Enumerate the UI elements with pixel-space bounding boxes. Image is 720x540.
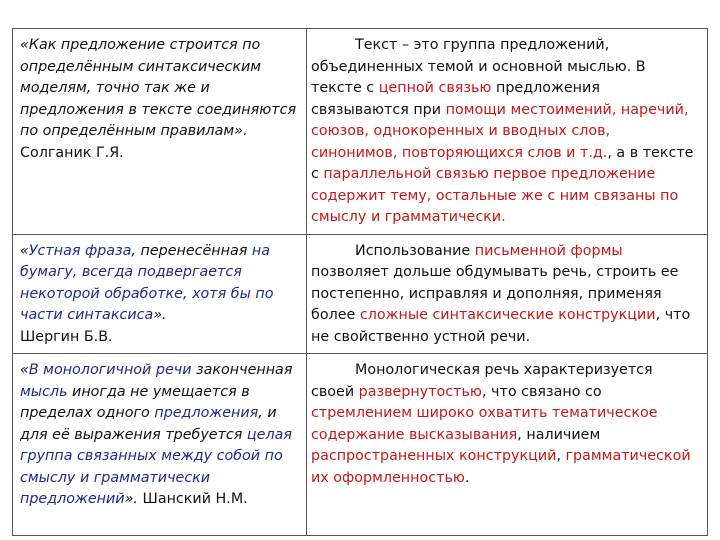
- quote-text: [20, 362, 292, 507]
- text-segment: законченная: [191, 362, 293, 378]
- explanation-text: [311, 243, 690, 345]
- text-segment: помощи местоимений, наречий, союзов, однокоренных и вводных слов, синонимов, повторяющихся слов и т.д.: [311, 101, 689, 161]
- quote-cell: [13, 234, 307, 354]
- text-segment: Текст – это группа предложений, объединенных темой и основной мыслью. В тексте с: [311, 37, 646, 96]
- table-row: [13, 354, 708, 536]
- text-segment: , наличием: [517, 426, 601, 443]
- text-segment: ».: [153, 307, 167, 323]
- text-segment: Монологическая речь характеризуется своей: [311, 362, 653, 400]
- text-segment: на бумагу, всегда подвергается некоторой обработке, хотя бы по части синтаксиса: [20, 242, 274, 323]
- text-segment: , что не свойственно устной речи.: [311, 307, 691, 345]
- explanation-cell: [307, 29, 708, 235]
- explanation-cell: [307, 234, 708, 354]
- text-segment: ».: [124, 491, 143, 507]
- explanation-text: [311, 362, 691, 486]
- text-segment: предложения: [154, 405, 259, 421]
- explanation-cell: [307, 354, 708, 536]
- text-segment: , и для её выражения требуется: [20, 405, 277, 443]
- quote-cell: [13, 354, 307, 536]
- text-segment: Как предложение строится по определённым синтаксическим моделям, точно так же и предложения в тексте соединяются по определённым правилам: [20, 37, 297, 139]
- text-segment: развернутостью: [358, 383, 482, 400]
- text-segment: Устная фраза: [28, 242, 132, 259]
- quotes-table: [12, 28, 708, 536]
- quote-author: Солганик Г.Я.: [20, 144, 124, 161]
- text-segment: целая группа связанных между собой по смыслу и грамматически предложений: [20, 426, 292, 507]
- text-segment: письменной формы: [474, 242, 623, 259]
- table-row: [13, 29, 708, 235]
- text-segment: сложные синтаксические конструкции: [359, 307, 656, 323]
- text-segment: мысль: [20, 383, 68, 400]
- text-segment: .: [464, 469, 470, 486]
- table-row: [13, 234, 708, 354]
- text-segment: предложения связываются при: [311, 80, 600, 118]
- text-segment: стремлением широко охватить тематическое содержание высказывания: [311, 405, 658, 443]
- quote-author: Шергин Б.В.: [20, 328, 113, 345]
- text-segment: грамматической их оформленностью: [311, 448, 691, 486]
- quote-cell: [13, 29, 307, 235]
- text-segment: «: [20, 37, 29, 53]
- text-segment: позволяет дольше обдумывать речь, строить ее постепенно, исправляя и дополняя, применяя более: [311, 264, 679, 323]
- text-segment: , перенесённая: [131, 242, 252, 259]
- text-segment: , остальные же с ним связаны по смыслу и грамматически.: [311, 187, 679, 225]
- text-segment: цепной связью: [378, 80, 492, 96]
- text-segment: параллельной связью первое предложение содержит тему: [311, 166, 656, 204]
- text-segment: «: [20, 362, 29, 378]
- text-segment: Использование: [355, 242, 475, 259]
- quote-author: Шанский Н.М.: [142, 491, 248, 507]
- quote-text: [20, 37, 296, 139]
- text-segment: В монологичной речи: [28, 362, 192, 378]
- text-segment: , что связано со: [481, 383, 602, 400]
- text-segment: «: [20, 242, 29, 259]
- text-segment: , а в тексте с: [311, 144, 694, 182]
- text-segment: ».: [234, 123, 248, 139]
- explanation-text: [311, 37, 693, 225]
- quote-text: [20, 243, 274, 324]
- text-segment: иногда не умещается в пределах одного: [20, 383, 250, 421]
- text-segment: распространенных конструкций: [311, 448, 557, 464]
- text-segment: ,: [556, 448, 566, 464]
